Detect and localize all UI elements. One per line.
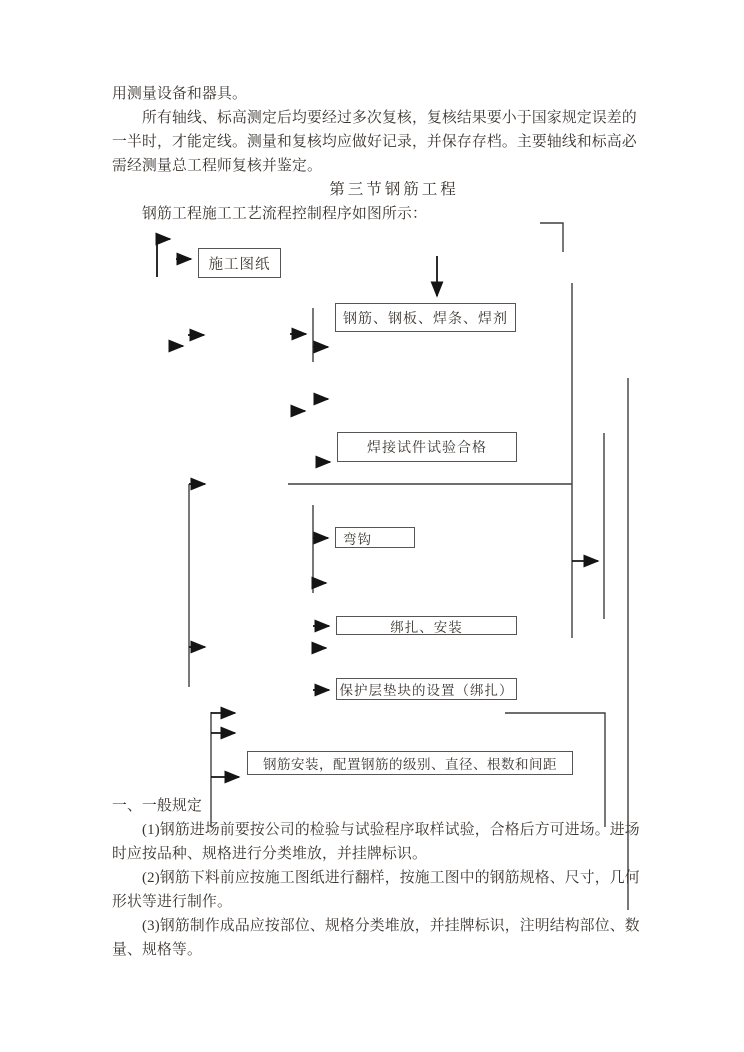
connector-mid-floating-arrows — [291, 399, 328, 411]
paragraph-line: 所有轴线、标高测定后均要经过多次复核，复核结果要小于国家规定误差的 — [142, 110, 637, 126]
flow-box-rebar-install-spec: 钢筋安装，配置钢筋的级别、直径、根数和间距 — [247, 751, 573, 775]
flow-box-cover-block-setting: 保护层垫块的设置（绑扎） — [336, 678, 517, 700]
paragraph-line: (3)钢筋制作成品应按部位、规格分类堆放，并挂牌标识，注明结构部位、数 — [142, 918, 640, 934]
paragraph-line: 形状等进行制作。 — [112, 894, 232, 910]
connector-mid-upper-segment — [290, 308, 328, 362]
connector-left-branch — [189, 484, 205, 687]
list-heading: 一、一般规定 — [112, 798, 202, 814]
paragraph-line: 时应按品种、规格进行分类堆放，并挂牌标识。 — [112, 846, 427, 862]
flow-box-weld-test-pass: 焊接试件试验合格 — [337, 432, 517, 462]
connector-top-left — [157, 239, 191, 277]
connector-top-right-corner — [540, 223, 563, 252]
connector-left-floating-arrows — [176, 335, 204, 346]
flow-box-construction-drawings: 施工图纸 — [198, 248, 281, 278]
connector-mid-lower-segment — [313, 505, 328, 593]
flow-box-hook-bending: 弯钩 — [335, 527, 415, 548]
paragraph-line: (1)钢筋进场前要按公司的检验与试验程序取样试验，合格后方可进场。进场 — [142, 822, 640, 838]
paragraph-line: 一半时，才能定线。测量和复核均应做好记录，并保存存档。主要轴线和标高必 — [112, 134, 637, 150]
bottom-paragraph-block — [112, 794, 640, 962]
paragraph-line: (2)钢筋下料前应按施工图纸进行翻样，按施工图中的钢筋规格、尺寸，几何 — [142, 870, 640, 886]
connector-into-binding-box — [313, 626, 329, 648]
paragraph-line: 量、规格等。 — [112, 942, 202, 958]
paragraph-line: 钢筋工程施工工艺流程控制程序如图所示： — [142, 206, 427, 222]
flow-box-rebar-materials: 钢筋、钢板、焊条、焊剂 — [335, 303, 516, 332]
section-heading: 第三节钢筋工程 — [329, 181, 459, 198]
paragraph-line: 用测量设备和器具。 — [112, 86, 247, 102]
flow-box-binding-installation: 绑扎、安装 — [336, 616, 517, 635]
paragraph-line: 需经测量总工程师复核并鉴定。 — [112, 158, 322, 174]
